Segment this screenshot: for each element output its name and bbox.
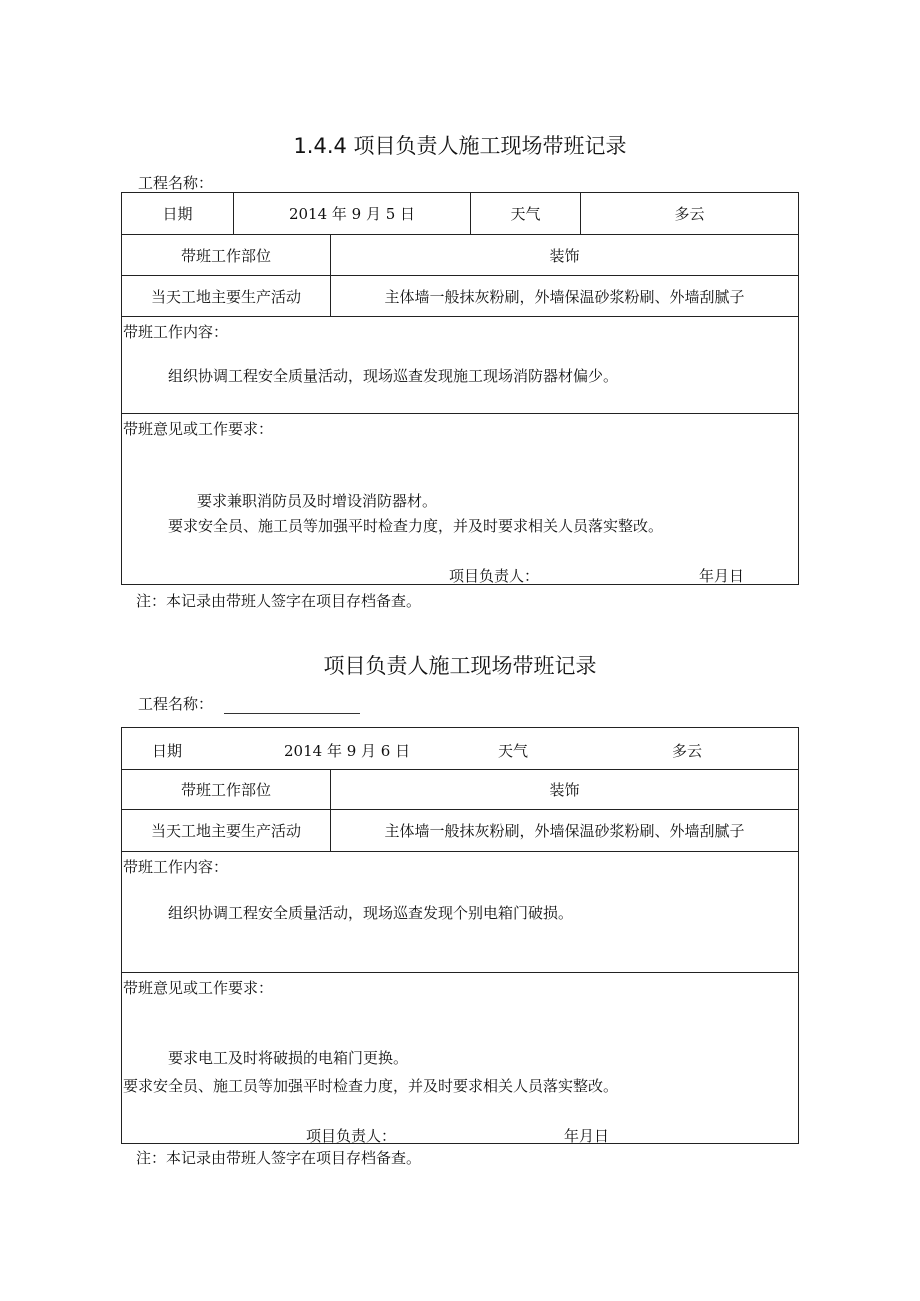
record-note: 注：本记录由带班人签字在项目存档备查。 [136,592,422,610]
opinion-line-1: 要求兼职消防员及时增设消防器材。 [197,492,438,510]
dept-label: 带班工作部位 [180,246,271,265]
project-name-blank [224,699,360,714]
activity-row [122,810,798,852]
weather-value: 多云 [674,205,705,223]
date-label: 日期 [162,205,193,223]
activity-value: 主体墙一般抹灰粉刷，外墙保温砂浆粉刷、外墙刮腻子 [384,822,745,840]
dept-value: 装饰 [549,246,580,265]
date-weather-row [122,728,798,770]
opinion-line-2: 要求安全员、施工员等加强平时检查力度，并及时要求相关人员落实整改。 [123,1077,619,1095]
opinion-row [122,414,798,584]
project-name-label: 工程名称： [138,695,214,713]
sign-date: 年月日 [699,567,745,585]
record-note: 注：本记录由带班人签字在项目存档备查。 [136,1149,422,1167]
dept-value: 装饰 [549,781,580,799]
project-name-label: 工程名称： [138,174,214,192]
project-name-row [138,693,360,714]
date-weather-row [122,193,798,235]
content-row [122,852,798,973]
opinion-row [122,973,798,1143]
activity-value: 主体墙一般抹灰粉刷，外墙保温砂浆粉刷、外墙刮腻子 [384,287,745,306]
opinion-line-2: 要求安全员、施工员等加强平时检查力度，并及时要求相关人员落实整改。 [168,517,664,535]
project-name-blank [238,178,356,193]
record-title: 1.4.4 项目负责人施工现场带班记录 [293,134,627,158]
content-label: 带班工作内容： [123,323,229,341]
record-title: 项目负责人施工现场带班记录 [323,654,597,678]
activity-label: 当天工地主要生产活动 [150,822,301,840]
dept-label: 带班工作部位 [180,781,271,799]
opinion-label: 带班意见或工作要求： [123,979,274,997]
weather-label: 天气 [498,742,529,760]
opinion-label: 带班意见或工作要求： [123,420,274,438]
activity-label: 当天工地主要生产活动 [150,287,301,306]
weather-value: 多云 [672,742,703,760]
date-value: 2014 年 9 月 6 日 [284,742,411,760]
weather-label: 天气 [510,205,541,223]
dept-row [122,770,798,810]
date-label: 日期 [152,742,183,760]
sign-date: 年月日 [564,1127,610,1145]
opinion-line-1: 要求电工及时将破损的电箱门更换。 [168,1049,409,1067]
content-row [122,317,798,414]
sign-label: 项目负责人： [306,1127,397,1145]
content-label: 带班工作内容： [123,858,229,876]
content-text: 组织协调工程安全质量活动，现场巡查发现个别电箱门破损。 [168,904,574,922]
dept-row [122,235,798,276]
activity-row [122,276,798,317]
sign-label: 项目负责人： [449,567,540,585]
record-table [121,727,799,1144]
record-table [121,192,799,585]
project-name-row [138,172,356,193]
date-value: 2014 年 9 月 5 日 [288,205,416,223]
content-text: 组织协调工程安全质量活动，现场巡查发现施工现场消防器材偏少。 [168,367,619,385]
